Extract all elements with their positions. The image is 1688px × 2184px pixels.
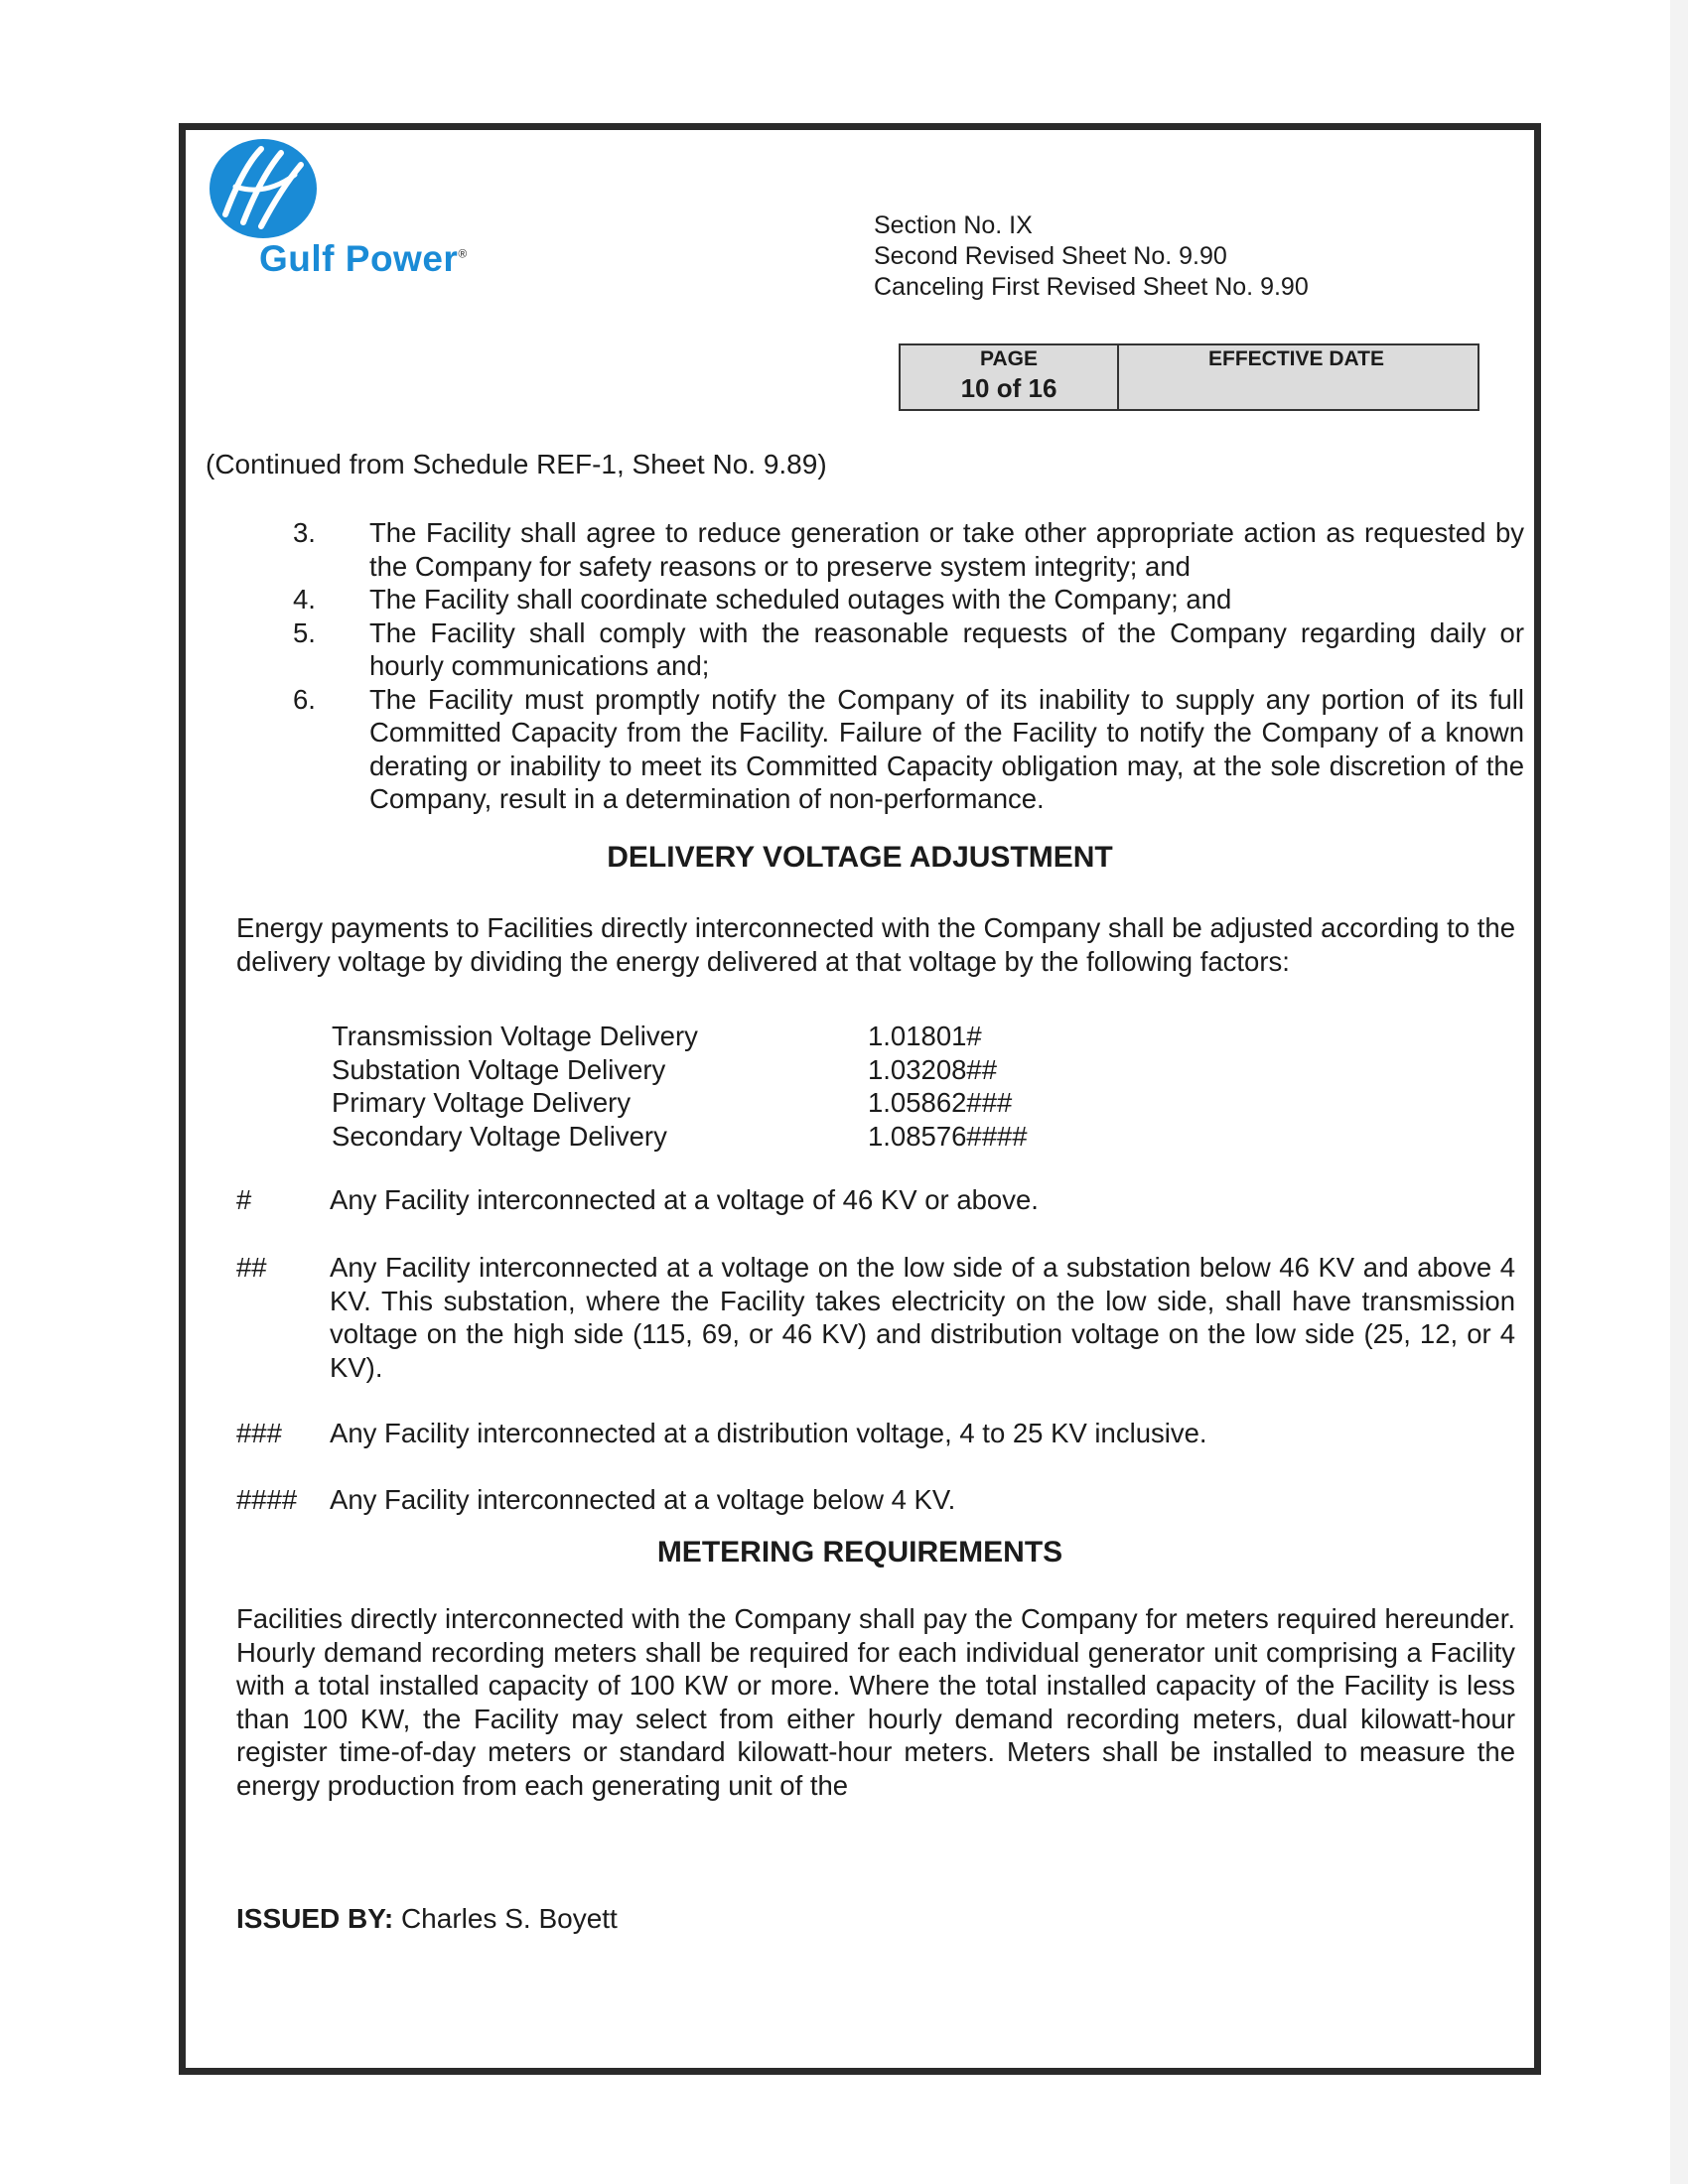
delivery-voltage-heading: DELIVERY VOLTAGE ADJUSTMENT <box>607 841 1113 874</box>
numbered-list <box>293 516 1524 816</box>
company-name: Gulf Power® <box>259 238 468 279</box>
issued-by-label: ISSUED BY: <box>236 1903 394 1934</box>
voltage-note: ## Any Facility interconnected at a voltage on the low side of a substation below 46 KV and above 4 KV. This substation, where the Facility takes electricity on the low side, shall have transmission voltage on the high side (115, 69, or 46 KV) and distribution voltage on the low side (25, 12, or 4 KV). <box>236 1252 1515 1383</box>
list-item: 3. The Facility shall agree to reduce generation or take other appropriate action as requested by the Company for safety reasons or to preserve system integrity; and <box>293 517 1524 582</box>
page-value: 10 of 16 <box>960 373 1057 403</box>
voltage-note: # Any Facility interconnected at a voltage of 46 KV or above. <box>236 1184 1039 1215</box>
effective-date-cell <box>1119 345 1477 409</box>
factor-row: Transmission Voltage Delivery 1.01801# <box>332 1021 982 1051</box>
factor-row: Primary Voltage Delivery 1.05862### <box>332 1087 1013 1118</box>
sheet-info <box>874 210 1309 303</box>
delivery-intro: Energy payments to Facilities directly interconnected with the Company shall be adjusted according to the delivery voltage by dividing the energy delivered at that voltage by the following factors: <box>236 912 1515 977</box>
page-label: PAGE <box>980 347 1038 370</box>
page-effective-box <box>899 343 1479 411</box>
list-item: 5. The Facility shall comply with the reasonable requests of the Company regarding daily or hourly communications and; <box>293 616 1524 681</box>
effective-date-label: EFFECTIVE DATE <box>1208 347 1384 370</box>
voltage-note: ### Any Facility interconnected at a distribution voltage, 4 to 25 KV inclusive. <box>236 1418 1207 1448</box>
issued-by-name: Charles S. Boyett <box>400 1903 618 1934</box>
issued-by <box>236 1903 618 1935</box>
voltage-note: #### Any Facility interconnected at a voltage below 4 KV. <box>236 1484 956 1515</box>
page-cell <box>901 345 1119 409</box>
metering-heading: METERING REQUIREMENTS <box>656 1536 1063 1569</box>
metering-text: Facilities directly interconnected with the Company shall pay the Company for meters required hereunder. Hourly demand recording meters shall be required for each individual generator unit comprising a Facility with a total installed capacity of 100 KW or more. Where the total installed capacity of the Facility is less than 100 KW, the Facility may select from either hourly demand recording meters, dual kilowatt-hour register time-of-day meters or standard kilowatt-hour meters. Meters shall be installed to measure the energy production from each generating unit of the <box>236 1603 1515 1801</box>
factor-row: Substation Voltage Delivery 1.03208## <box>332 1053 997 1085</box>
company-logo <box>204 127 561 279</box>
scan-edge <box>1670 0 1688 2184</box>
continued-note: (Continued from Schedule REF-1, Sheet No. 9.89) <box>206 449 827 479</box>
list-item: 6. The Facility must promptly notify the Company of its inability to supply any portion of its full Committed Capacity from the Facility. Failure of the Facility to notify the Company of a known derating or inability to meet its Committed Capacity obligation may, at the sole discretion of the Company, result in a determination of non-performance. <box>293 683 1524 814</box>
gulf-power-logo-icon <box>204 127 333 246</box>
section-number: Section No. IX <box>874 211 1033 239</box>
canceling-sheet: Canceling First Revised Sheet No. 9.90 <box>874 273 1309 301</box>
list-item: 4. The Facility shall coordinate scheduled outages with the Company; and <box>293 584 1232 614</box>
factor-table <box>332 1020 1028 1153</box>
factor-row: Secondary Voltage Delivery 1.08576#### <box>332 1120 1028 1152</box>
revised-sheet: Second Revised Sheet No. 9.90 <box>874 242 1227 270</box>
